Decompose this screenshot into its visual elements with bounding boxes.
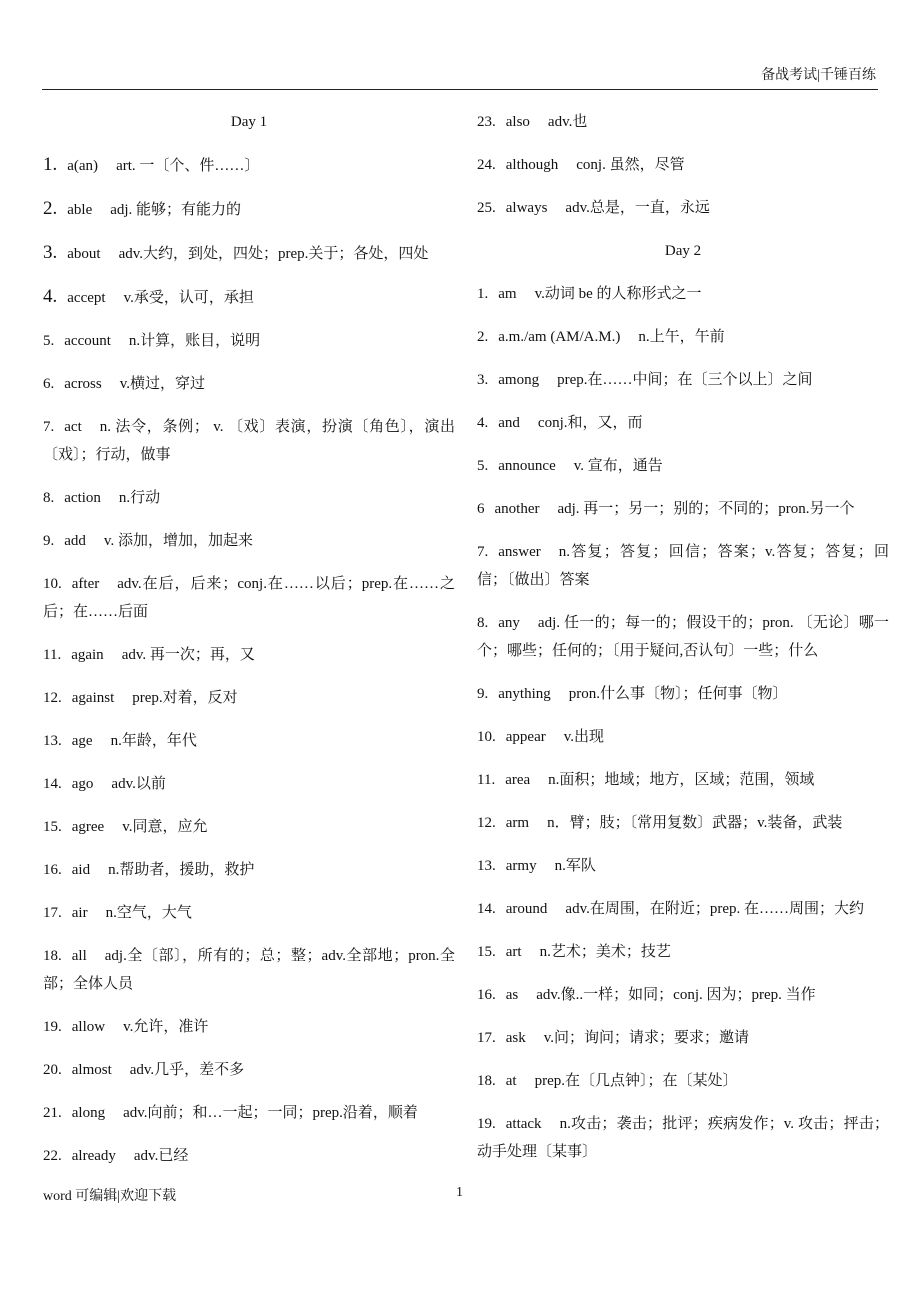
entry-number: 6. — [43, 376, 55, 392]
entry-number: 8. — [477, 615, 489, 631]
entry-word: allow — [71, 1019, 106, 1035]
right-column — [477, 108, 889, 1181]
entry-number: 3. — [43, 242, 58, 263]
vocab-entry — [477, 809, 889, 837]
entry-number: 20. — [43, 1062, 62, 1078]
vocab-entry — [43, 856, 455, 884]
entry-definition: adv.几乎，差不多 — [129, 1062, 245, 1078]
entry-word: announce — [498, 458, 556, 474]
entry-number: 23. — [477, 114, 496, 130]
vocab-entry — [43, 1013, 455, 1041]
entry-word: against — [71, 690, 115, 706]
vocab-entry — [43, 370, 455, 398]
entry-definition: adv.大约，到处，四处；prep.关于；各处，四处 — [118, 246, 429, 262]
entry-definition: adj. 能够；有能力的 — [110, 202, 242, 218]
entry-word: around — [505, 901, 548, 917]
entry-word: agree — [71, 819, 105, 835]
vocab-entry — [477, 1024, 889, 1052]
entry-definition: n.计算，账目，说明 — [128, 333, 261, 349]
entry-definition: v.同意，应允 — [122, 819, 208, 835]
vocab-entry — [43, 527, 455, 555]
entry-number: 17. — [477, 1030, 496, 1046]
vocab-entry — [477, 452, 889, 480]
footer-text: word 可编辑|欢迎下载 — [43, 1189, 177, 1204]
entry-definition: n.答复；答复；回信；答案；v.答复；答复；回信；〔做出〕答案 — [477, 544, 889, 588]
vocab-entry — [43, 283, 455, 312]
entry-word: action — [64, 490, 101, 506]
vocab-entry — [477, 538, 889, 594]
entry-word: after — [71, 576, 100, 592]
entry-word: art — [505, 944, 522, 960]
entry-number: 16. — [477, 987, 496, 1003]
entry-definition: art. 一〔个、件……〕 — [116, 158, 260, 174]
entry-definition: adv.已经 — [133, 1148, 189, 1164]
entry-number: 18. — [477, 1073, 496, 1089]
entry-word: arm — [505, 815, 530, 831]
vocab-entry — [477, 280, 889, 308]
entry-number: 2. — [43, 198, 58, 219]
entry-definition: adv. 再一次；再，又 — [121, 647, 255, 663]
entry-definition: prep.在〔几点钟〕；在〔某处〕 — [534, 1073, 738, 1089]
entry-definition: conj.和，又，而 — [537, 415, 643, 431]
entry-definition: pron.什么事〔物〕；任何事〔物〕 — [568, 686, 788, 702]
entry-definition: n.帮助者，援助，救护 — [108, 862, 255, 878]
vocab-entry — [477, 723, 889, 751]
entry-word: almost — [71, 1062, 112, 1078]
entry-word: ask — [505, 1030, 526, 1046]
entry-word: accept — [67, 290, 106, 306]
vocab-entry — [477, 938, 889, 966]
vocab-entry — [477, 366, 889, 394]
entry-definition: n. 法令，条例； v. 〔戏〕表演，扮演〔角色〕，演出〔戏〕；行动，做事 — [43, 419, 455, 463]
vocab-entry — [477, 852, 889, 880]
entry-number: 10. — [477, 729, 496, 745]
vocab-entry — [43, 641, 455, 669]
vocab-entry — [477, 151, 889, 179]
entry-definition: n.军队 — [554, 858, 596, 874]
entry-number: 17. — [43, 905, 62, 921]
entry-word: army — [505, 858, 537, 874]
vocab-entry — [477, 1067, 889, 1095]
vocab-entry — [43, 942, 455, 998]
entry-word: along — [71, 1105, 106, 1121]
entry-number: 7. — [43, 419, 55, 435]
entry-word: area — [505, 772, 531, 788]
entry-word: anything — [498, 686, 551, 702]
vocab-entry — [43, 413, 455, 469]
entry-number: 8. — [43, 490, 55, 506]
vocab-entry — [43, 151, 455, 180]
entry-number: 21. — [43, 1105, 62, 1121]
entry-definition: v.问；询问；请求；要求；邀请 — [543, 1030, 750, 1046]
entry-number: 13. — [43, 733, 62, 749]
entry-word: already — [71, 1148, 116, 1164]
vocab-entry — [477, 895, 889, 923]
entry-definition: prep.对着，反对 — [132, 690, 238, 706]
entry-definition: n.上午，午前 — [638, 329, 725, 345]
entry-word: at — [505, 1073, 517, 1089]
entry-number: 4. — [477, 415, 489, 431]
entry-definition: adv.向前；和…一起；一同；prep.沿着，顺着 — [123, 1105, 418, 1121]
vocab-entry — [477, 108, 889, 136]
entry-definition: adj. 任一的；每一的；假设干的；pron. 〔无论〕哪一个；哪些；任何的；〔用于疑问,否认句〕一些；什么 — [477, 615, 889, 659]
entry-number: 5. — [477, 458, 489, 474]
entry-word: attack — [505, 1116, 542, 1132]
entry-word: a(an) — [67, 158, 99, 174]
left-column — [43, 108, 455, 1185]
vocab-entry — [43, 484, 455, 512]
entry-number: 6 — [477, 501, 485, 517]
entry-word: as — [505, 987, 519, 1003]
entry-word: appear — [505, 729, 546, 745]
entry-word: age — [71, 733, 93, 749]
vocab-entry — [43, 1142, 455, 1170]
entry-definition: v.允许，准许 — [123, 1019, 209, 1035]
entry-word: all — [71, 948, 87, 964]
vocab-entry — [477, 766, 889, 794]
entry-word: among — [498, 372, 540, 388]
entry-word: act — [64, 419, 82, 435]
vocab-entry — [477, 1110, 889, 1166]
entry-definition: prep.在……中间；在〔三个以上〕之间 — [557, 372, 813, 388]
entry-definition: n.空气，大气 — [105, 905, 192, 921]
entry-word: although — [505, 157, 559, 173]
entry-number: 11. — [43, 647, 62, 663]
vocab-entry — [43, 327, 455, 355]
entry-number: 14. — [477, 901, 496, 917]
entry-word: any — [498, 615, 520, 631]
entry-definition: v.动词 be 的人称形式之一 — [534, 286, 702, 302]
entry-number: 16. — [43, 862, 62, 878]
vocab-entry — [477, 194, 889, 222]
vocab-entry — [43, 813, 455, 841]
entry-number: 14. — [43, 776, 62, 792]
vocab-entry — [43, 727, 455, 755]
entry-definition: adv.也 — [547, 114, 588, 130]
entry-number: 9. — [477, 686, 489, 702]
header-divider — [42, 89, 878, 90]
entry-definition: adv.像..一样；如同；conj. 因为；prep. 当作 — [536, 987, 816, 1003]
entry-number: 9. — [43, 533, 55, 549]
entry-definition: n.艺术；美术；技艺 — [539, 944, 671, 960]
entry-word: able — [67, 202, 93, 218]
vocab-entry — [43, 239, 455, 268]
entry-word: ago — [71, 776, 94, 792]
entry-definition: conj. 虽然，尽管 — [576, 157, 685, 173]
entry-number: 15. — [43, 819, 62, 835]
entry-word: across — [64, 376, 102, 392]
entry-definition: n.年龄，年代 — [110, 733, 197, 749]
entry-word: about — [67, 246, 101, 262]
entry-definition: adv.在后，后来；conj.在……以后；prep.在……之后；在……后面 — [43, 576, 455, 620]
entry-definition: adv.总是，一直，永远 — [565, 200, 710, 216]
entry-definition: v.出现 — [563, 729, 604, 745]
vocab-entry — [477, 409, 889, 437]
entry-definition: adj. 再一；另一；别的；不同的；pron.另一个 — [557, 501, 855, 517]
entry-word: air — [71, 905, 88, 921]
entry-word: add — [64, 533, 86, 549]
entry-word: am — [498, 286, 517, 302]
entry-definition: v. 添加，增加，加起来 — [103, 533, 253, 549]
entry-definition: adv.以前 — [111, 776, 166, 792]
entry-number: 12. — [477, 815, 496, 831]
vocab-entry — [477, 495, 889, 523]
entry-word: and — [498, 415, 520, 431]
entry-number: 15. — [477, 944, 496, 960]
entry-definition: adj.全〔部〕，所有的；总；整；adv.全部地；pron.全部；全体人员 — [43, 948, 455, 992]
vocab-entry — [43, 1056, 455, 1084]
entry-number: 12. — [43, 690, 62, 706]
entry-word: also — [505, 114, 530, 130]
day-heading: Day 1 — [230, 114, 268, 130]
entry-definition: adv.在周围，在附近；prep. 在……周围；大约 — [565, 901, 864, 917]
entry-number: 22. — [43, 1148, 62, 1164]
vocab-entry — [477, 680, 889, 708]
entry-number: 1. — [43, 154, 58, 175]
vocab-entry — [477, 323, 889, 351]
entry-definition: v. 宣布，通告 — [573, 458, 663, 474]
vocab-entry — [43, 770, 455, 798]
entry-word: another — [494, 501, 540, 517]
page-number: 1 — [456, 1185, 463, 1200]
entry-number: 7. — [477, 544, 489, 560]
entry-number: 10. — [43, 576, 62, 592]
entry-number: 1. — [477, 286, 489, 302]
entry-number: 19. — [43, 1019, 62, 1035]
vocab-entry — [43, 684, 455, 712]
entry-number: 11. — [477, 772, 496, 788]
entry-definition: n.面积；地域；地方，区域；范围，领域 — [548, 772, 815, 788]
entry-number: 5. — [43, 333, 55, 349]
entry-number: 25. — [477, 200, 496, 216]
vocab-entry — [43, 195, 455, 224]
entry-word: always — [505, 200, 548, 216]
entry-definition: v.横过，穿过 — [119, 376, 206, 392]
entry-number: 2. — [477, 329, 489, 345]
entry-definition: n．臂；肢；〔常用复数〕武器；v.装备，武装 — [547, 815, 843, 831]
entry-word: answer — [498, 544, 541, 560]
vocab-entry — [477, 981, 889, 1009]
vocab-entry — [43, 1099, 455, 1127]
entry-definition: v.承受，认可，承担 — [123, 290, 254, 306]
entry-number: 3. — [477, 372, 489, 388]
entry-word: again — [71, 647, 104, 663]
entry-word: aid — [71, 862, 91, 878]
entry-number: 19. — [477, 1116, 496, 1132]
entry-number: 18. — [43, 948, 62, 964]
entry-number: 13. — [477, 858, 496, 874]
entry-number: 4. — [43, 286, 58, 307]
page-header: 备战考试|千锤百练 — [761, 68, 876, 83]
entry-word: a.m./am (AM/A.M.) — [498, 329, 621, 345]
entry-definition: n.行动 — [118, 490, 161, 506]
vocab-entry — [477, 609, 889, 665]
day-heading: Day 2 — [664, 243, 702, 259]
vocab-entry — [43, 899, 455, 927]
vocab-entry — [43, 570, 455, 626]
entry-word: account — [64, 333, 111, 349]
entry-number: 24. — [477, 157, 496, 173]
entry-definition: n.攻击；袭击；批评；疾病发作；v. 攻击；抨击；动手处理〔某事〕 — [477, 1116, 889, 1160]
